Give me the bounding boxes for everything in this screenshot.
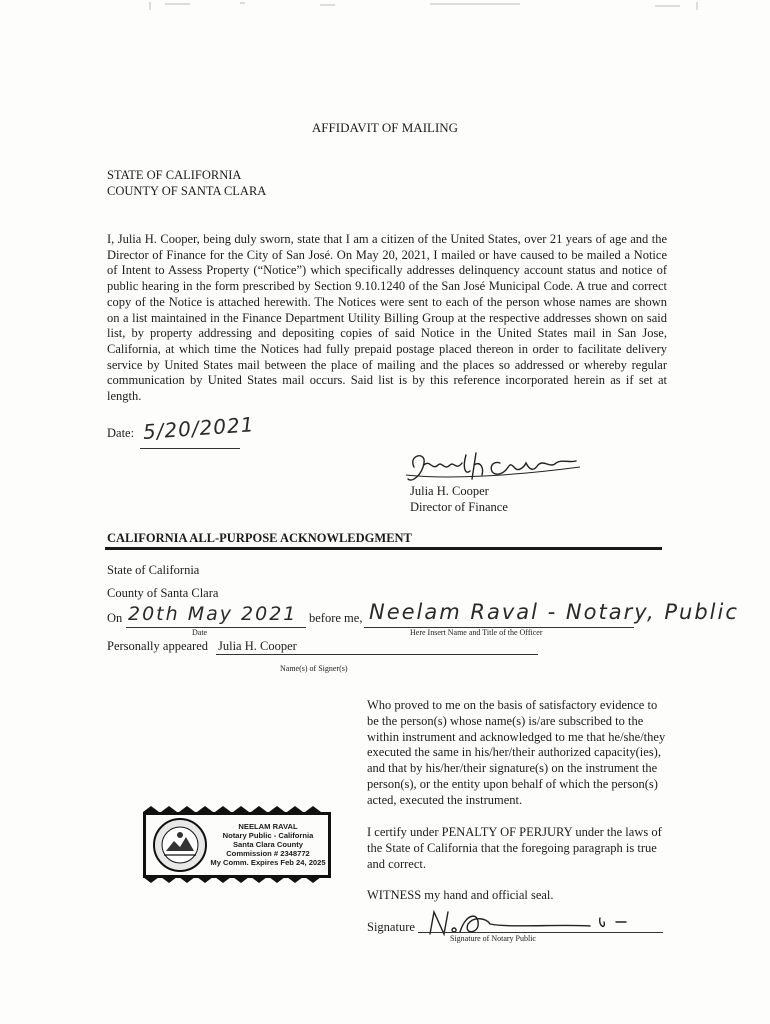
ack-county: County of Santa Clara bbox=[107, 586, 219, 600]
date-label: Date: bbox=[107, 426, 135, 440]
signers-caption: Name(s) of Signer(s) bbox=[280, 664, 348, 673]
seal-line: NEELAM RAVAL bbox=[238, 822, 298, 831]
officer-caption: Here Insert Name and Title of the Officer bbox=[410, 628, 543, 637]
director-signature bbox=[404, 445, 584, 487]
acknowledgment-heading: CALIFORNIA ALL-PURPOSE ACKNOWLEDGMENT bbox=[107, 531, 412, 545]
state-line: STATE OF CALIFORNIA bbox=[107, 168, 242, 182]
proved-paragraph: Who proved to me on the basis of satisfactory evidence to be the person(s) whose name(s) is/are subscribed to the within instrument and acknowledged to me that he/she/they executed the same in his/her/their authorized capacity(ies), and that by his/her/their signature(s) on the instrument the person(s), or the entity upon behalf of which the person(s) acted, executed the instrument. bbox=[367, 698, 666, 807]
signature-label: Signature bbox=[367, 920, 415, 934]
handwritten-officer: Neelam Raval - Notary, Public bbox=[369, 600, 739, 624]
ack-date-underline bbox=[126, 627, 306, 628]
seal-border-bottom bbox=[143, 877, 331, 883]
signer-block bbox=[410, 483, 508, 515]
witness-line: WITNESS my hand and official seal. bbox=[367, 888, 554, 902]
signer-name: Julia H. Cooper bbox=[410, 484, 489, 498]
on-label: On bbox=[107, 611, 123, 625]
county-line: COUNTY OF SANTA CLARA bbox=[107, 184, 267, 198]
handwritten-date: 5/20/2021 bbox=[142, 412, 256, 444]
date-caption: Date bbox=[192, 628, 208, 637]
venue-block bbox=[107, 167, 266, 199]
appeared-name: Julia H. Cooper bbox=[218, 639, 297, 653]
seal-line: Notary Public - California bbox=[222, 831, 314, 840]
affidavit-title: AFFIDAVIT OF MAILING bbox=[311, 120, 459, 135]
ack-state: State of California bbox=[107, 563, 200, 577]
notary-seal bbox=[143, 812, 331, 878]
seal-line: Santa Clara County bbox=[232, 840, 304, 849]
heading-rule bbox=[105, 547, 662, 550]
affidavit-body: I, Julia H. Cooper, being duly sworn, state that I am a citizen of the United States, over 21 years of age and the Director of Finance for the City of San José. On May 20, 2021, I mailed or have caused to be mailed a Notice of Intent to Assess Property (“Notice”) which specifically addresses delinquency account status and notice of public hearing in the form prescribed by Section 9.10.1240 of the San José Municipal Code. A true and correct copy of the Notice is attached herewith. The Notices were sent to each of the person whose names are shown on a list maintained in the Finance Department Utility Billing Group at the respective addresses shown on said list, by property addressing and depositing copies of said Notice in the United States mail in San Jose, California, at which time the Notices had fully prepaid postage placed thereon in order to facilitate delivery service by United States mail between the place of mailing and the places so addressed or whereby regular communication by United States mail occurs. Said list is by this reference incorporated herein as if set at length. bbox=[107, 232, 667, 404]
date-underline bbox=[140, 448, 240, 449]
signature-underline bbox=[418, 932, 663, 933]
signer-underline bbox=[216, 654, 538, 655]
seal-text bbox=[204, 822, 332, 867]
california-seal-emblem bbox=[152, 817, 208, 873]
scan-artifact bbox=[0, 0, 770, 14]
seal-line: Commission # 2348772 bbox=[226, 849, 310, 858]
certify-paragraph: I certify under PENALTY OF PERJURY under the laws of the State of California that the foregoing paragraph is true and correct. bbox=[367, 825, 662, 871]
personally-appeared-label: Personally appeared bbox=[107, 639, 209, 653]
seal-line: My Comm. Expires Feb 24, 2025 bbox=[210, 858, 326, 867]
handwritten-ack-date: 20th May 2021 bbox=[128, 603, 298, 625]
signature-caption: Signature of Notary Public bbox=[450, 934, 536, 943]
signer-title: Director of Finance bbox=[410, 500, 508, 514]
before-me-label: before me, bbox=[309, 611, 363, 625]
